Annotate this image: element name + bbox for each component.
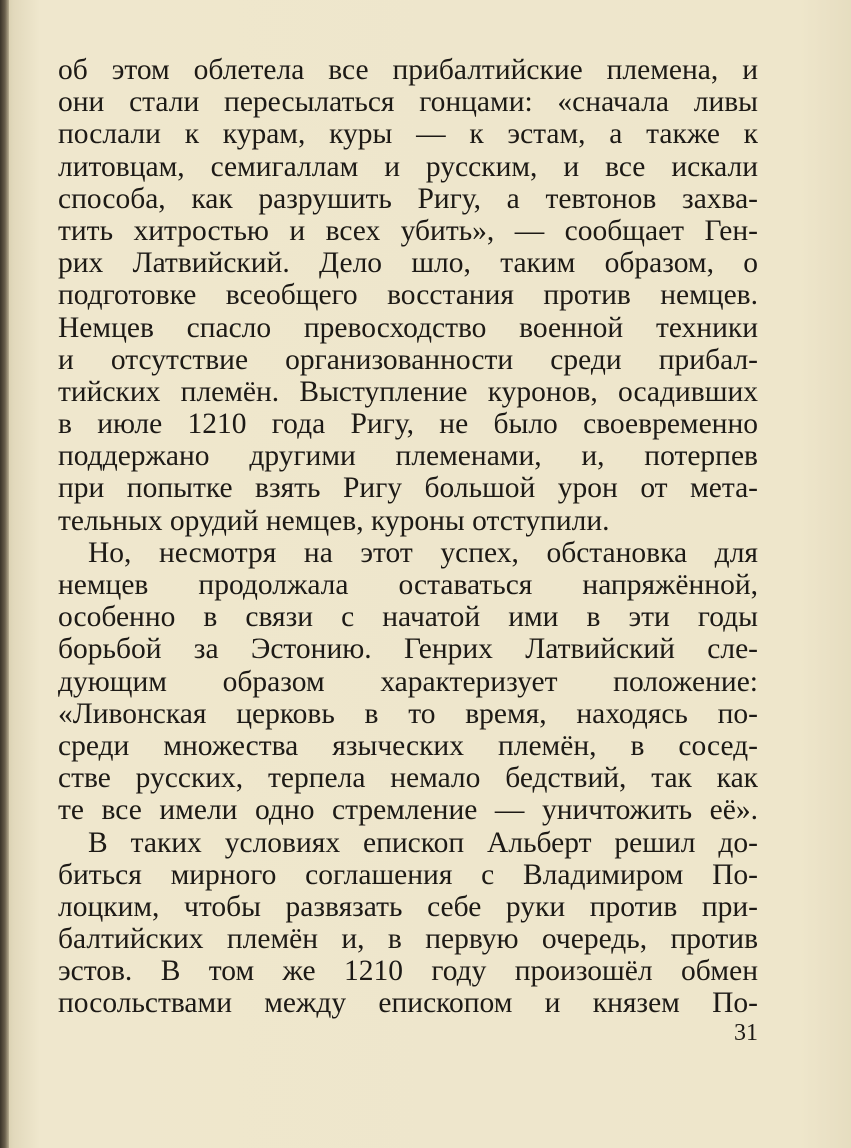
text-line: «Ливонская церковь в то время, находясь по- [58, 697, 758, 730]
text-line: эстов. В том же 1210 году произошёл обмен [58, 955, 758, 988]
text-line: среди множества языческих племён, в сосед- [58, 729, 758, 762]
paragraph-start-line: Но, несмотря на этот успех, обстановка для [88, 536, 758, 569]
text-line: особенно в связи с начатой ими в эти годы [58, 601, 758, 634]
text-line: рих Латвийский. Дело шло, таким образом, о [58, 247, 758, 280]
text-line: подготовке всеобщего восстания против немцев. [58, 279, 758, 312]
text-line: балтийских племён и, в первую очередь, против [58, 923, 758, 956]
text-line: тельных орудий немцев, куроны отступили. [58, 504, 610, 537]
text-line: и отсутствие организованности среди прибал- [58, 343, 758, 376]
text-line: стве русских, терпела немало бедствий, так как [58, 762, 758, 795]
text-line: лоцким, чтобы развязать себе руки против при- [58, 890, 758, 923]
text-line: об этом облетела все прибалтийские племена, и [58, 54, 758, 86]
text-line: литовцам, семигаллам и русским, и все искали [58, 150, 758, 183]
text-line: дующим образом характеризует положение: [58, 665, 758, 698]
text-line: способа, как разрушить Ригу, а тевтонов захва- [58, 182, 758, 215]
text-line: те все имели одно стремление — уничтожить её». [58, 794, 758, 827]
text-line: в июле 1210 года Ригу, не было своевременно [58, 408, 758, 441]
text-line: при попытке взять Ригу большой урон от мета- [58, 472, 758, 505]
text-line: Немцев спасло превосходство военной техники [58, 311, 758, 344]
text-line: тийских племён. Выступление куронов, осадивших [58, 375, 758, 408]
text-line: борьбой за Эстонию. Генрих Латвийский сле- [58, 633, 758, 666]
text-line: биться мирного соглашения с Владимиром По- [58, 858, 758, 891]
text-line: посольствами между епископом и князем По- [58, 987, 758, 1020]
page-number: 31 [734, 1020, 758, 1046]
text-line: поддержано другими племенами, и, потерпев [58, 440, 758, 473]
text-line: они стали пересылаться гонцами: «сначала ливы [58, 86, 758, 119]
paragraph-start-line: В таких условиях епископ Альберт решил до- [88, 826, 758, 859]
book-spine [0, 0, 9, 1148]
text-line: немцев продолжала оставаться напряжённой, [58, 569, 758, 601]
text-line: послали к курам, куры — к эстам, а также к [58, 118, 758, 151]
text-line: тить хитростью и всех убить», — сообщает Ген- [58, 214, 758, 247]
body-text [58, 54, 758, 1020]
